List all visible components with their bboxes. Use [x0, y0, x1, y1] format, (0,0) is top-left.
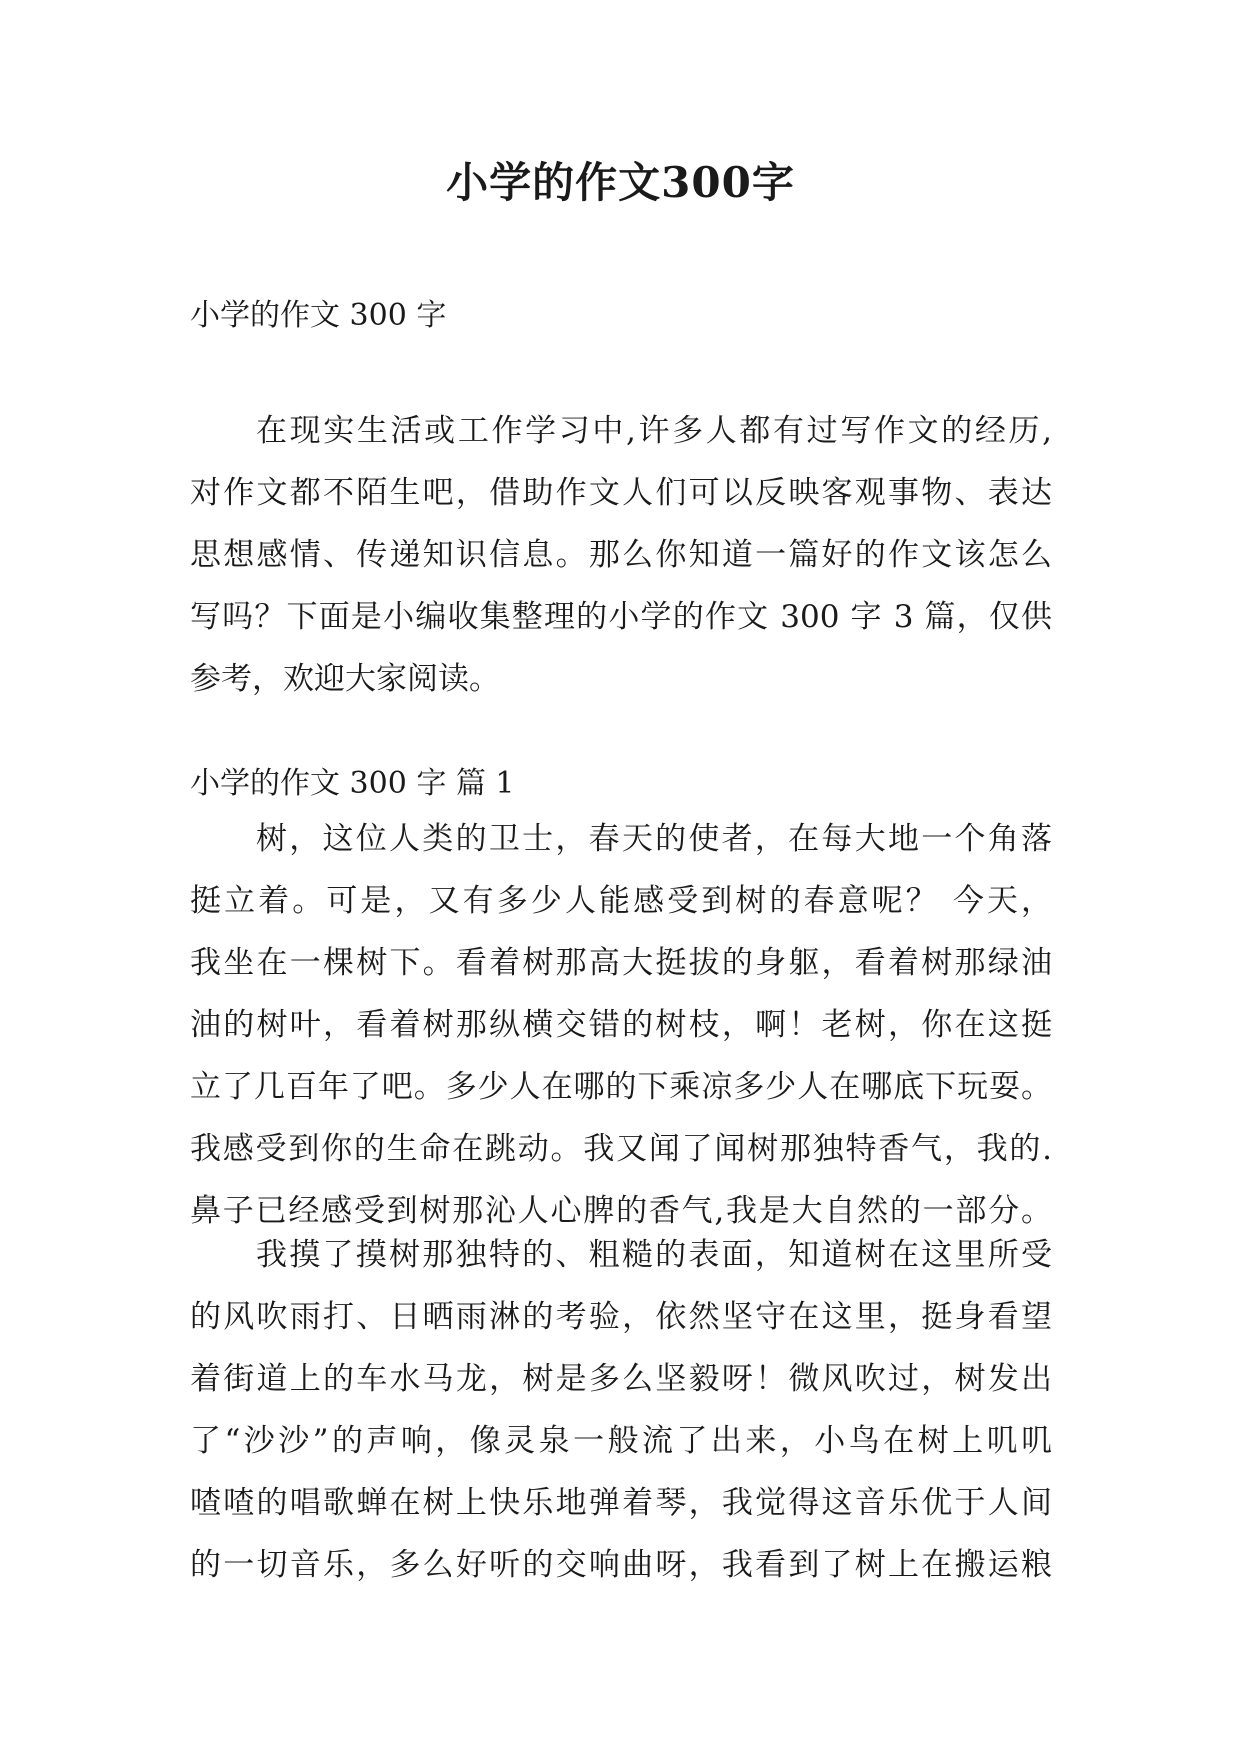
document-title: 小学的作文300字 [446, 158, 795, 207]
paragraph-line: 树，这位人类的卫士，春天的使者，在每大地一个角落 [256, 821, 1052, 857]
document-subtitle: 小学的作文 300 字 [190, 298, 447, 333]
paragraph-line: 油的树叶，看着树那纵横交错的树枝，啊！老树，你在这挺 [190, 1007, 1052, 1043]
intro-line: 写吗？下面是小编收集整理的小学的作文 300 字 3 篇，仅供 [190, 599, 1052, 635]
paragraph-line: 挺立着。可是，又有多少人能感受到树的春意呢？ 今天， [190, 883, 1052, 919]
paragraph-line: 我感受到你的生命在跳动。我又闻了闻树那独特香气，我的. [190, 1131, 1052, 1167]
essay-paragraph-1 [190, 808, 1052, 1242]
paragraph-line: 立了几百年了吧。多少人在哪的下乘凉多少人在哪底下玩耍。 [190, 1069, 1052, 1105]
section-heading: 小学的作文 300 字 篇 1 [190, 766, 515, 801]
intro-line: 思想感情、传递知识信息。那么你知道一篇好的作文该怎么 [190, 537, 1052, 573]
paragraph-line: 了“沙沙”的声响，像灵泉一般流了出来，小鸟在树上叽叽 [190, 1423, 1052, 1459]
paragraph-line: 的风吹雨打、日晒雨淋的考验，依然坚守在这里，挺身看望 [190, 1299, 1052, 1335]
intro-paragraph [190, 400, 1052, 710]
intro-line: 对作文都不陌生吧，借助作文人们可以反映客观事物、表达 [190, 475, 1052, 511]
paragraph-line: 喳喳的唱歌蝉在树上快乐地弹着琴，我觉得这音乐优于人间 [190, 1485, 1052, 1521]
paragraph-line: 着街道上的车水马龙，树是多么坚毅呀！微风吹过，树发出 [190, 1361, 1052, 1397]
essay-paragraph-2 [190, 1224, 1052, 1596]
intro-line: 在现实生活或工作学习中,许多人都有过写作文的经历, [256, 413, 1052, 449]
paragraph-line: 我摸了摸树那独特的、粗糙的表面，知道树在这里所受 [256, 1237, 1052, 1273]
paragraph-line: 的一切音乐，多么好听的交响曲呀，我看到了树上在搬运粮 [190, 1547, 1052, 1583]
paragraph-line: 我坐在一棵树下。看着树那高大挺拔的身躯，看着树那绿油 [190, 945, 1052, 981]
intro-line: 参考，欢迎大家阅读。 [190, 661, 500, 697]
paragraph-line: 鼻子已经感受到树那沁人心脾的香气,我是大自然的一部分。 [190, 1193, 1052, 1229]
